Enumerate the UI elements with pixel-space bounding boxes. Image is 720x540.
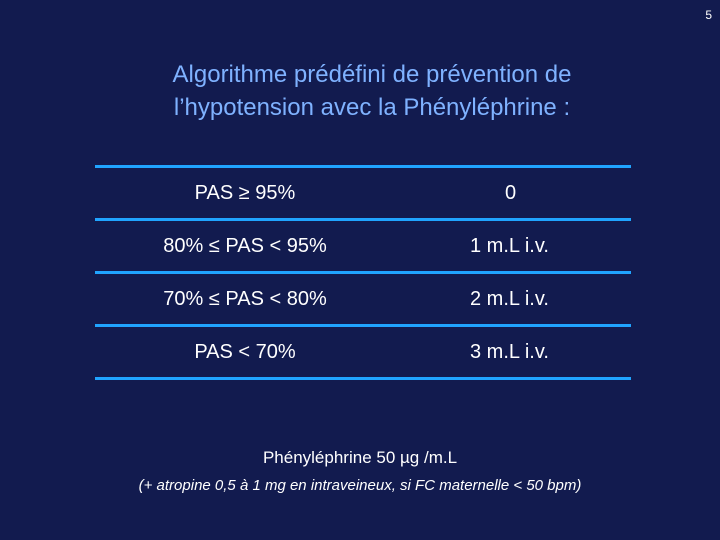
footnote-main: Phényléphrine 50 µg /m.L — [262, 448, 458, 467]
table-rule-bottom — [95, 377, 631, 380]
slide-title-line-1: Algorithme prédéfini de prévention de — [172, 61, 572, 88]
condition-cell: 70% ≤ PAS < 80% — [163, 288, 327, 310]
condition-cell: 80% ≤ PAS < 95% — [163, 235, 327, 257]
table-row — [95, 274, 631, 324]
page-number: 5 — [705, 8, 712, 22]
condition-cell: PAS ≥ 95% — [194, 182, 296, 204]
dose-table — [95, 165, 631, 380]
dose-cell: 1 m.L i.v. — [470, 235, 549, 257]
dose-cell: 3 m.L i.v. — [470, 341, 549, 363]
slide-title — [0, 58, 720, 124]
table-row — [95, 168, 631, 218]
condition-cell: PAS < 70% — [194, 341, 296, 363]
dose-cell: 2 m.L i.v. — [470, 288, 549, 310]
dose-cell: 0 — [505, 182, 517, 204]
slide-title-line-2: l’hypotension avec la Phényléphrine : — [173, 94, 571, 121]
table-row — [95, 221, 631, 271]
table-row — [95, 327, 631, 377]
footnote-sub: (+ atropine 0,5 à 1 mg en intraveineux, si FC maternelle < 50 bpm) — [138, 477, 582, 494]
